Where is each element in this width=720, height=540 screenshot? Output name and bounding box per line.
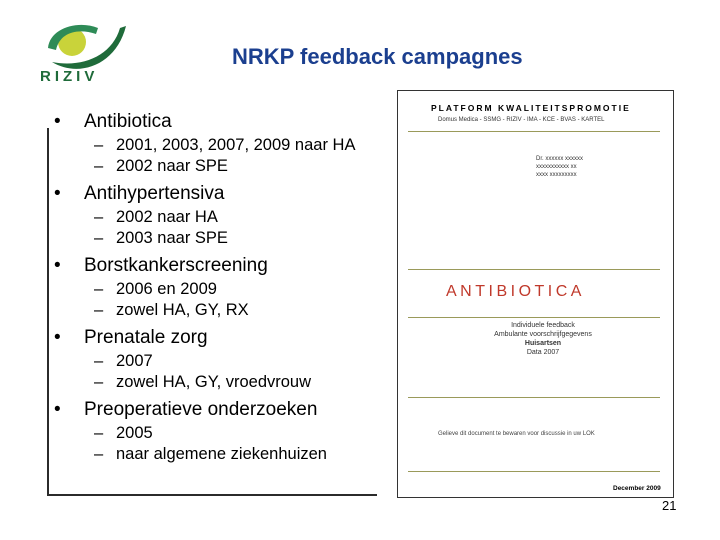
bottom-divider [47,494,377,496]
feedback-line: Huisartsen [524,340,562,347]
cover-note: Gelieve dit document te bewaren voor discussie in uw LOK [438,431,595,437]
cover-feedback-block [483,321,603,357]
sub-text: 2001, 2003, 2007, 2009 naar HA [116,136,356,154]
sub-text: 2005 [116,424,153,442]
feedback-line: Ambulante voorschrijfgegevens [494,331,592,338]
bullet-label: Antibiotica [84,111,172,132]
bullet-list [54,110,394,464]
cover-date: December 2009 [613,485,661,492]
sub-item: – zowel HA, GY, RX [94,301,249,319]
sub-text: 2003 naar SPE [116,229,228,247]
page-title: NRKP feedback campagnes [232,44,523,69]
report-cover-image [397,90,674,498]
bullet-label: Prenatale zorg [84,327,208,348]
bullet-item: • Preoperatieve onderzoeken [54,399,318,420]
address-line: xxxxxxxxxxx xx [536,164,577,170]
bullet-label: Preoperatieve onderzoeken [84,399,318,420]
logo-text: RIZIV [40,68,99,85]
sub-item: – naar algemene ziekenhuizen [94,445,327,463]
sub-text: zowel HA, GY, RX [116,301,249,319]
bullet-label: Borstkankerscreening [84,255,268,276]
left-divider [47,128,49,496]
cover-platform-subtitle: Domus Medica - SSMG - RIZIV - IMA - KCE - BVAS - KARTEL [438,117,605,123]
sub-text: 2002 naar HA [116,208,218,226]
sub-item: – zowel HA, GY, vroedvrouw [94,373,312,391]
sub-text: 2007 [116,352,153,370]
cover-platform-title: PLATFORM KWALITEITSPROMOTIE [431,103,631,113]
cover-rule [408,397,660,398]
sub-text: naar algemene ziekenhuizen [116,445,327,463]
cover-address [536,155,583,179]
cover-rule [408,269,660,270]
cover-rule [408,131,660,132]
address-line: xxxx xxxxxxxxx [536,172,577,178]
sub-text: zowel HA, GY, vroedvrouw [116,373,312,391]
sub-item: – 2002 naar SPE [94,157,228,175]
bullet-label: Antihypertensiva [84,183,225,204]
feedback-line: Individuele feedback [511,322,575,329]
address-line: Dr. xxxxxx xxxxxx [536,156,584,162]
cover-main-title: ANTIBIOTICA [446,283,585,300]
sub-item: – 2007 [94,352,153,370]
feedback-line: Data 2007 [526,349,560,356]
page-number: 21 [662,498,677,513]
sub-item: – 2006 en 2009 [94,280,217,298]
bullet-item: • Antihypertensiva [54,183,225,204]
cover-rule [408,471,660,472]
sub-text: 2006 en 2009 [116,280,217,298]
sub-item: – 2003 naar SPE [94,229,228,247]
bullet-item: • Borstkankerscreening [54,255,268,276]
sub-item: – 2005 [94,424,153,442]
cover-rule [408,317,660,318]
bullet-item: • Antibiotica [54,111,172,132]
bullet-item: • Prenatale zorg [54,327,208,348]
sub-text: 2002 naar SPE [116,157,228,175]
sub-item: – 2002 naar HA [94,208,218,226]
sub-item: – 2001, 2003, 2007, 2009 naar HA [94,136,356,154]
